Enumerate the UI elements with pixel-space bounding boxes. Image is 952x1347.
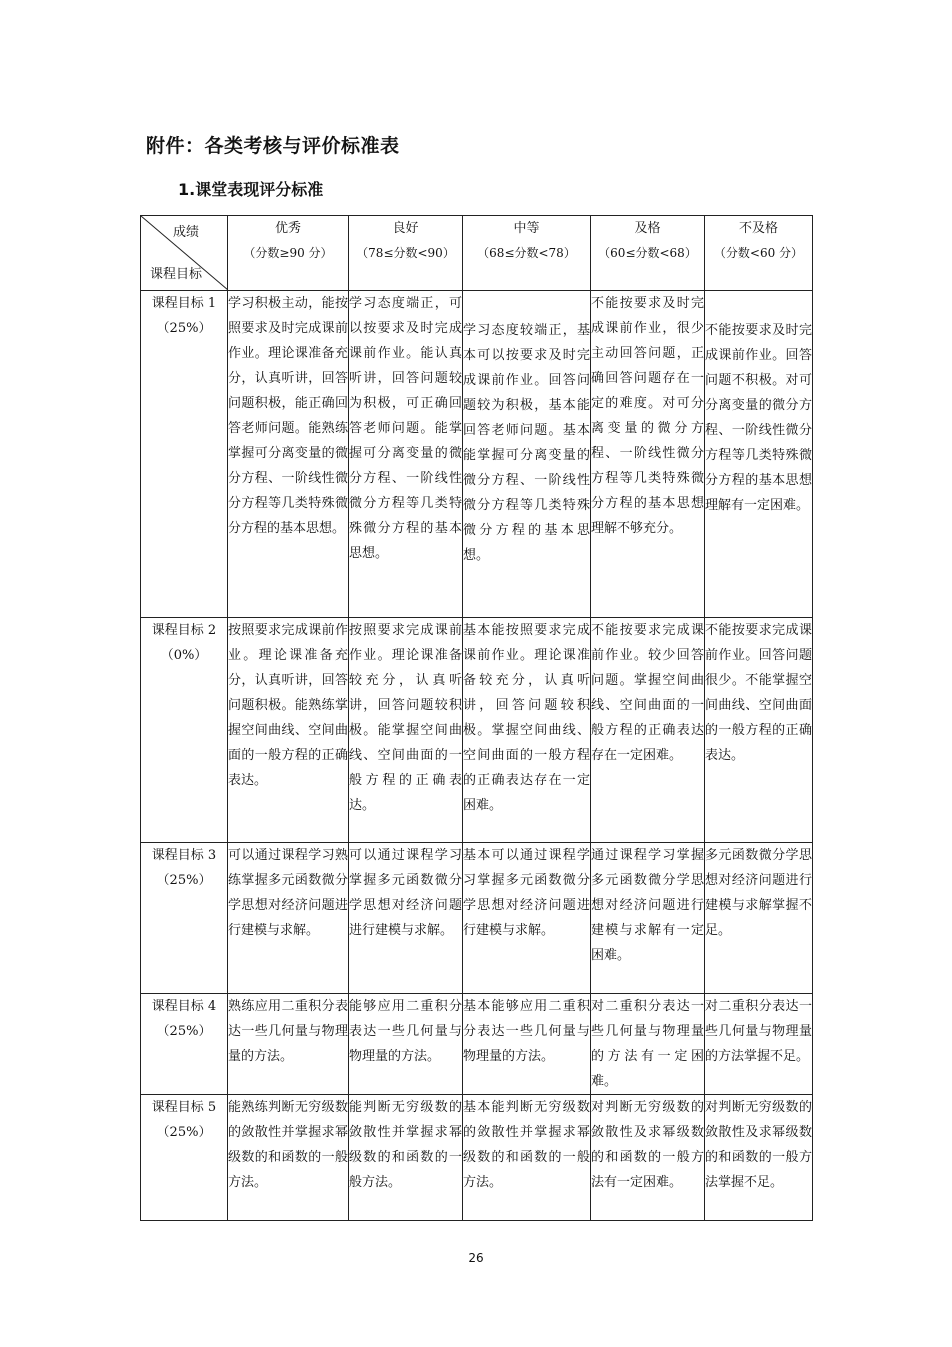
criteria-text: 可以通过课程学习熟练掌握多元函数微分学思想对经济问题进行建模与求解。: [228, 848, 348, 938]
criteria-cell-fail: [705, 843, 813, 994]
grade-name: 及格: [634, 221, 661, 236]
goal-cell: [141, 994, 228, 1095]
goal-name: 课程目标 5: [151, 1100, 217, 1115]
goal-weight: （25%）: [156, 1024, 212, 1039]
criteria-cell-good: [349, 618, 463, 843]
header-excellent: [228, 216, 349, 291]
criteria-text: 对二重积分表达一些几何量与物理量的方法掌握不足。: [705, 999, 812, 1064]
criteria-text: 基本可以通过课程学习掌握多元函数微分学思想对经济问题进行建模与求解。: [463, 848, 590, 938]
grading-standard-table: [140, 215, 813, 1221]
criteria-text: 按照要求完成课前作业。理论课准备充分，认真听讲，回答问题积极。能熟练掌握空间曲线、空间曲面的一般方程的正确表达。: [228, 623, 348, 788]
table-row-goal-2: [141, 618, 813, 843]
criteria-text: 对判断无穷级数的敛散性及求幂级数的和函数的一般方法掌握不足。: [705, 1100, 812, 1190]
criteria-cell-excellent: [228, 1095, 349, 1221]
goal-weight: （25%）: [156, 873, 212, 888]
criteria-text: 不能按要求完成课前作业。回答问题很少。不能掌握空间曲线、空间曲面的一般方程的正确表达。: [705, 623, 812, 763]
criteria-cell-medium: [463, 994, 591, 1095]
goal-cell: [141, 843, 228, 994]
criteria-text: 不能按要求及时完成课前作业，很少主动回答问题，正确回答问题存在一定的难度。对可分离变量的微分方程、一阶线性微分方程等几类特殊微分方程的基本思想理解不够充分。: [591, 296, 704, 536]
grade-range: （78≤分数<90）: [356, 246, 455, 260]
criteria-cell-fail: [705, 291, 813, 618]
corner-header-cell: [141, 216, 228, 291]
criteria-text: 多元函数微分学思想对经济问题进行建模与求解掌握不足。: [705, 848, 812, 938]
criteria-cell-pass: [591, 618, 705, 843]
goal-weight: （0%）: [160, 648, 208, 663]
grade-name: 优秀: [274, 221, 301, 236]
criteria-text: 不能按要求及时完成课前作业。回答问题不积极。对可分离变量的微分方程、一阶线性微分方程等几类特殊微分方程的基本思想理解有一定困难。: [705, 323, 812, 513]
goal-name: 课程目标 3: [151, 848, 217, 863]
criteria-text: 学习态度较端正，基本可以按要求及时完成课前作业。回答问题较为积极，基本能回答老师问题。基本能掌握可分离变量的微分方程、一阶线性微分方程等几类特殊微分方程的基本思想。: [463, 323, 590, 563]
table-row-goal-5: [141, 1095, 813, 1221]
criteria-cell-fail: [705, 618, 813, 843]
criteria-cell-medium: [463, 291, 591, 618]
criteria-text: 熟练应用二重积分表达一些几何量与物理量的方法。: [228, 999, 348, 1064]
grade-name: 不及格: [738, 221, 778, 236]
criteria-cell-excellent: [228, 994, 349, 1095]
table-row-goal-1: [141, 291, 813, 618]
criteria-text: 学习态度端正，可以按要求及时完成课前作业。能认真听讲，回答问题较为积极，可正确回答老师问题。能掌握可分离变量的微分方程、一阶线性微分方程等几类特殊微分方程的基本思想。: [349, 296, 462, 561]
criteria-text: 对二重积分表达一些几何量与物理量的方法有一定困难。: [591, 999, 704, 1089]
grade-range: （分数≥90 分）: [243, 246, 333, 260]
criteria-text: 对判断无穷级数的敛散性及求幂级数的和函数的一般方法有一定困难。: [591, 1100, 704, 1190]
table-row-goal-3: [141, 843, 813, 994]
criteria-cell-fail: [705, 994, 813, 1095]
criteria-cell-pass: [591, 291, 705, 618]
goal-name: 课程目标 2: [151, 623, 217, 638]
criteria-text: 按照要求完成课前作业。理论课准备较充分，认真听讲，回答问题较积极。能掌握空间曲线、空间曲面的一般方程的正确表达。: [349, 623, 462, 813]
goal-weight: （25%）: [156, 321, 212, 336]
goal-cell: [141, 1095, 228, 1221]
header-fail: [705, 216, 813, 291]
goal-cell: [141, 618, 228, 843]
criteria-cell-good: [349, 1095, 463, 1221]
goal-weight: （25%）: [156, 1125, 212, 1140]
criteria-text: 基本能判断无穷级数的敛散性并掌握求幂级数的和函数的一般方法。: [463, 1100, 590, 1190]
goal-name: 课程目标 1: [151, 296, 217, 311]
criteria-text: 通过课程学习掌握多元函数微分学思想对经济问题进行建模与求解有一定困难。: [591, 848, 704, 963]
criteria-cell-fail: [705, 1095, 813, 1221]
criteria-text: 基本能够应用二重积分表达一些几何量与物理量的方法。: [463, 999, 590, 1064]
criteria-cell-medium: [463, 1095, 591, 1221]
criteria-cell-pass: [591, 994, 705, 1095]
criteria-cell-good: [349, 843, 463, 994]
criteria-cell-pass: [591, 1095, 705, 1221]
grade-range: （60≤分数<68）: [598, 246, 697, 260]
grade-name: 良好: [392, 221, 419, 236]
goal-cell: [141, 291, 228, 618]
header-good: [349, 216, 463, 291]
criteria-cell-excellent: [228, 291, 349, 618]
criteria-cell-good: [349, 291, 463, 618]
page-number: 26: [468, 1251, 484, 1265]
criteria-text: 能判断无穷级数的敛散性并掌握求幂级数的和函数的一般方法。: [349, 1100, 462, 1190]
header-row: [141, 216, 813, 291]
criteria-text: 学习积极主动，能按照要求及时完成课前作业。理论课准备充分，认真听讲，回答问题积极，能正确回答老师问题。能熟练掌握可分离变量的微分方程、一阶线性微分方程等几类特殊微分方程的基本思想。: [228, 296, 348, 536]
table-row-goal-4: [141, 994, 813, 1095]
criteria-text: 不能按要求完成课前作业。较少回答问题。掌握空间曲线、空间曲面的一般方程的正确表达存在一定困难。: [591, 623, 704, 763]
corner-label-grade: 成绩: [172, 225, 199, 240]
criteria-text: 可以通过课程学习掌握多元函数微分学思想对经济问题进行建模与求解。: [349, 848, 462, 938]
header-medium: [463, 216, 591, 291]
criteria-text: 基本能按照要求完成课前作业。理论课准备较充分，认真听讲，回答问题较积极。掌握空间曲线、空间曲面的一般方程的正确表达存在一定困难。: [463, 623, 590, 813]
page-heading: 附件：各类考核与评价标准表: [146, 135, 400, 157]
criteria-cell-medium: [463, 843, 591, 994]
criteria-text: 能熟练判断无穷级数的敛散性并掌握求幂级数的和函数的一般方法。: [228, 1100, 348, 1190]
criteria-cell-pass: [591, 843, 705, 994]
criteria-cell-medium: [463, 618, 591, 843]
criteria-cell-excellent: [228, 843, 349, 994]
corner-label-goal: 课程目标: [150, 267, 203, 282]
grade-name: 中等: [513, 221, 540, 236]
header-pass: [591, 216, 705, 291]
criteria-cell-excellent: [228, 618, 349, 843]
grade-range: （68≤分数<78）: [477, 246, 576, 260]
criteria-text: 能够应用二重积分表达一些几何量与物理量的方法。: [349, 999, 462, 1064]
grade-range: （分数<60 分）: [713, 246, 804, 260]
goal-name: 课程目标 4: [151, 999, 217, 1014]
section-heading: 1.课堂表现评分标准: [178, 180, 324, 199]
criteria-cell-good: [349, 994, 463, 1095]
